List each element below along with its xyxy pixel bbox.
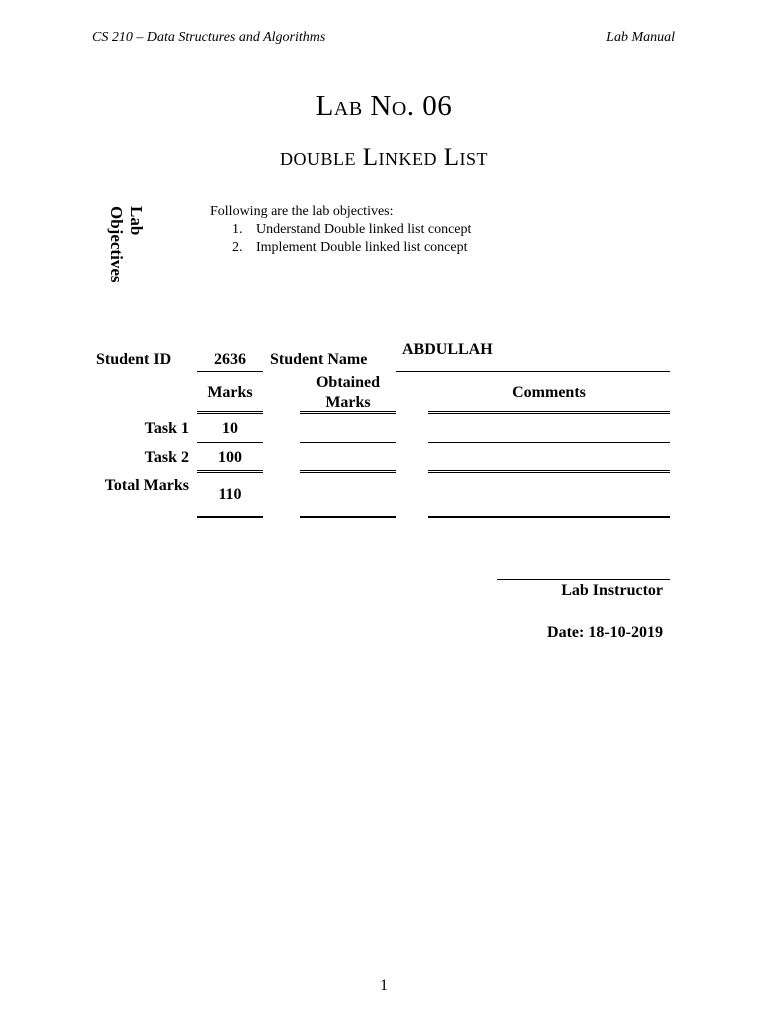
header-divider-marks — [197, 411, 263, 414]
student-name-label: Student Name — [270, 351, 368, 368]
side-label-line2: Objectives — [107, 206, 126, 283]
marks-header: Marks — [207, 384, 253, 401]
objective-item-2 — [232, 239, 468, 257]
total-marks-label: Total Marks — [104, 477, 189, 494]
student-id-value: 2636 — [214, 351, 246, 368]
lab-instructor-label: Lab Instructor — [561, 582, 663, 599]
student-name-underline — [396, 371, 670, 372]
objective-item-1 — [232, 221, 472, 239]
header-divider-obtained — [300, 411, 396, 414]
header-divider-comments — [428, 411, 670, 414]
manual-header: Lab Manual — [606, 30, 675, 45]
total-divider — [428, 470, 670, 473]
lab-number-title: Lab No. 06 — [315, 90, 453, 122]
lab-objectives-label — [106, 206, 146, 282]
total-marks-value: 110 — [218, 486, 242, 503]
student-name-value: ABDULLAH — [402, 341, 493, 358]
objective-number: 1. — [232, 222, 243, 237]
row-divider — [428, 442, 670, 443]
task-2-label: Task 2 — [144, 449, 189, 466]
course-header: CS 210 – Data Structures and Algorithms — [92, 30, 326, 45]
task-1-label: Task 1 — [144, 420, 189, 437]
total-divider — [197, 470, 263, 473]
signature-line — [497, 579, 670, 580]
table-bottom-border — [197, 516, 263, 518]
total-divider — [300, 470, 396, 473]
objective-number: 2. — [232, 240, 243, 255]
task-2-marks: 100 — [218, 449, 242, 466]
student-id-underline — [197, 371, 263, 372]
side-label-line1: Lab — [127, 206, 146, 236]
obtained-marks-header: Obtained Marks — [315, 374, 380, 411]
row-divider — [300, 442, 396, 443]
table-bottom-border — [300, 516, 396, 518]
student-id-label: Student ID — [96, 351, 172, 368]
objective-text: Implement Double linked list concept — [256, 240, 468, 255]
date-label: Date: 18-10-2019 — [547, 624, 663, 641]
lab-subtitle: double Linked List — [279, 144, 489, 171]
objective-text: Understand Double linked list concept — [256, 222, 472, 237]
task-1-marks: 10 — [222, 420, 238, 437]
table-bottom-border — [428, 516, 670, 518]
comments-header: Comments — [512, 384, 586, 401]
page-number: 1 — [380, 977, 388, 994]
objectives-intro: Following are the lab objectives: — [210, 204, 394, 219]
row-divider — [197, 442, 263, 443]
